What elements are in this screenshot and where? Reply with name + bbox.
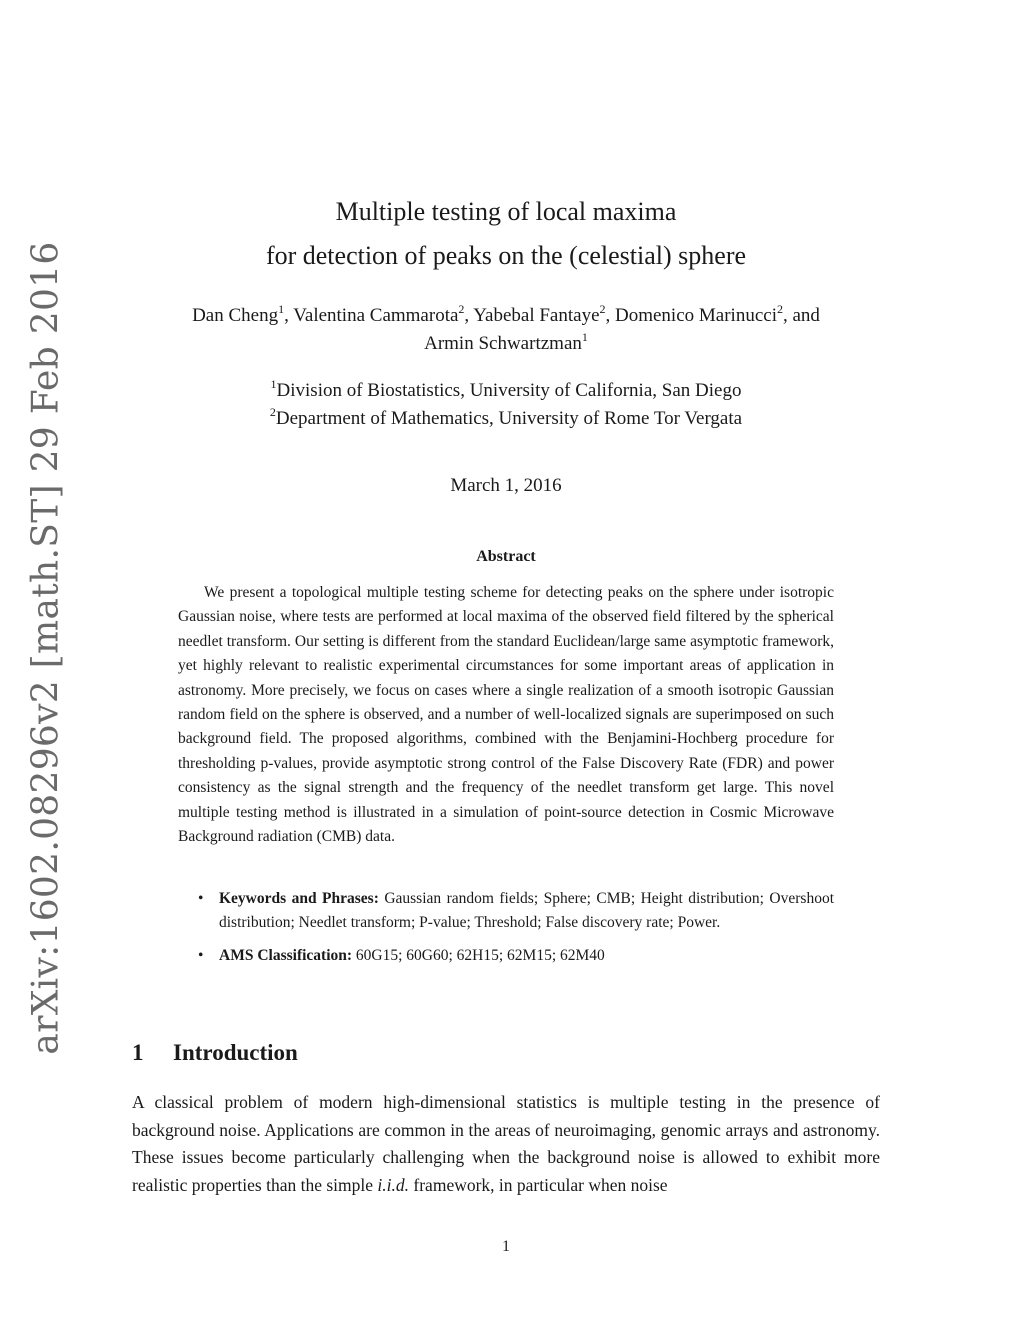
affiliation-mark: 1 (270, 377, 277, 391)
ams-label: AMS Classification: (219, 946, 353, 964)
author-affiliation-mark: 1 (278, 302, 285, 316)
author-list: Dan Cheng$^1$, Valentina Cammarota$^2$, Yabebal Fantaye$^2$, Domenico Marinucci$^2$, and (192, 302, 820, 326)
author-name: Valentina Cammarota (293, 305, 459, 326)
page-number: 1 (502, 1238, 510, 1255)
author-affiliation-mark: 2 (458, 302, 465, 316)
paper-title-line-2: for detection of peaks on the (celestial) sphere (265, 241, 747, 270)
author-list-continued (0, 330, 1012, 354)
author-name: Dan Cheng (192, 305, 279, 326)
bullet-icon: • (198, 946, 204, 964)
bullet-icon: • (198, 890, 204, 907)
section-heading (132, 1040, 298, 1066)
author-affiliation-mark: 2 (599, 302, 606, 316)
keywords-item (198, 887, 834, 936)
keywords-text: Gaussian random fields; Sphere; CMB; Height distribution; Overshoot distribution; Needlet transform; P-value; Threshold; False discovery rate; Power. (219, 890, 835, 932)
affiliation-mark: 2 (269, 405, 276, 419)
abstract-heading: Abstract (476, 548, 536, 565)
keywords-label: Keywords and Phrases: (219, 890, 379, 907)
keyword-list (198, 887, 834, 968)
publication-date: March 1, 2016 (450, 475, 562, 496)
section-number: 1 (132, 1040, 144, 1065)
introduction-paragraph: A classical problem of modern high-dimensional statistics is multiple testing in the presence of background noise. Applications are common in the areas of neuroimaging, genomic arrays and astronomy. These issues become particularly challenging when the background noise is allowed to exhibit more realistic properties than the simple i.i.d. framework, in particular when noise (132, 1092, 880, 1196)
paper-title-line-1: Multiple testing of local maxima (335, 197, 677, 226)
author-affiliation-mark: 1 (581, 330, 588, 344)
emphasis-text: i.i.d. (377, 1175, 410, 1196)
affiliation-2: $^2$Department of Mathematics, University of Rome Tor Vergata (269, 405, 743, 429)
affiliation-1: $^1$Division of Biostatistics, University of California, San Diego (270, 377, 742, 401)
section-title: Introduction (173, 1040, 298, 1065)
author-name: Armin Schwartzman (424, 333, 582, 354)
ams-classification-item (198, 944, 834, 968)
author-name: Domenico Marinucci (615, 305, 777, 326)
ams-codes: 60G15; 60G60; 62H15; 62M15; 62M40 (355, 946, 605, 964)
abstract-text: We present a topological multiple testing scheme for detecting peaks on the sphere under isotropic Gaussian noise, where tests are performed at local maxima of the observed field filtered by the spherical needlet transform. Our setting is different from the standard Euclidean/large same asymptotic framework, yet highly relevant to realistic experimental circumstances for some important areas of application in astronomy. More precisely, we focus on cases where a single realization of a smooth isotropic Gaussian random field on the sphere is observed, and a number of well-localized signals are superimposed on such background field. The proposed algorithms, combined with the Benjamini-Hochberg procedure for thresholding p-values, provide asymptotic strong control of the False Discovery Rate (FDR) and power consistency as the signal strength and the frequency of the needlet transform get large. This novel multiple testing method is illustrated in a simulation of point-source detection in Cosmic Microwave Background radiation (CMB) data. (178, 584, 834, 846)
arxiv-identifier: arXiv:1602.08296v2 [math.ST] 29 Feb 2016 (25, 241, 67, 1055)
author-name: Yabebal Fantaye (473, 305, 600, 326)
author-affiliation-mark: 2 (776, 302, 783, 316)
